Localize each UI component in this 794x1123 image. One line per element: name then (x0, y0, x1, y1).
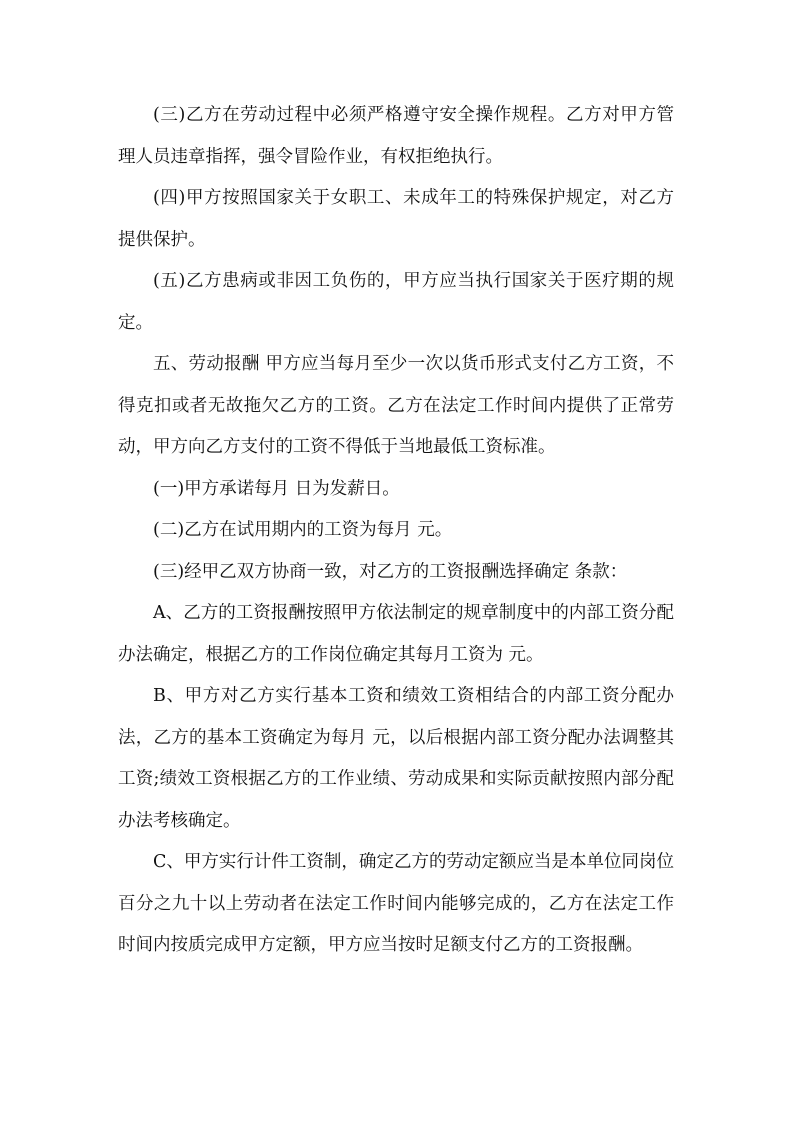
paragraph-payday: (一)甲方承诺每月 日为发薪日。 (153, 478, 400, 499)
paragraph-medical-period: (五)乙方患病或非因工负伤的，甲方应当执行国家关于医疗期的规定。 (118, 271, 674, 333)
paragraph-probation-wage: (二)乙方在试用期内的工资为每月 元。 (153, 520, 453, 540)
paragraph-wage-option: (三)经甲乙双方协商一致，对乙方的工资报酬选择确定 条款： (153, 561, 628, 582)
paragraph-option-c: C、甲方实行计件工资制，确定乙方的劳动定额应当是本单位同岗位百分之九十以上劳动者在法定工作时间内能够完成的，乙方在法定工作时间内按质完成甲方定额，甲方应当按时足额支付乙方的工资报酬。 (118, 852, 674, 955)
paragraph-special-protection: (四)甲方按照国家关于女职工、未成年工的特殊保护规定，对乙方提供保护。 (118, 188, 674, 250)
document-body (118, 95, 674, 967)
paragraph-labor-remuneration: 五、劳动报酬 甲方应当每月至少一次以货币形式支付乙方工资，不得克扣或者无故拖欠乙方的工资。乙方在法定工作时间内提供了正常劳动，甲方向乙方支付的工资不得低于当地最低工资标准。 (118, 354, 674, 457)
paragraph-option-a: A、乙方的工资报酬按照甲方依法制定的规章制度中的内部工资分配办法确定，根据乙方的工作岗位确定其每月工资为 元。 (118, 603, 674, 665)
paragraph-option-b: B、甲方对乙方实行基本工资和绩效工资相结合的内部工资分配办法，乙方的基本工资确定为每月 元，以后根据内部工资分配办法调整其工资;绩效工资根据乙方的工作业绩、劳动成果和实际贡献按照内部分配办法考核确定。 (118, 686, 674, 831)
paragraph-safety-rules: (三)乙方在劳动过程中必须严格遵守安全操作规程。乙方对甲方管理人员违章指挥，强令冒险作业，有权拒绝执行。 (118, 105, 674, 167)
